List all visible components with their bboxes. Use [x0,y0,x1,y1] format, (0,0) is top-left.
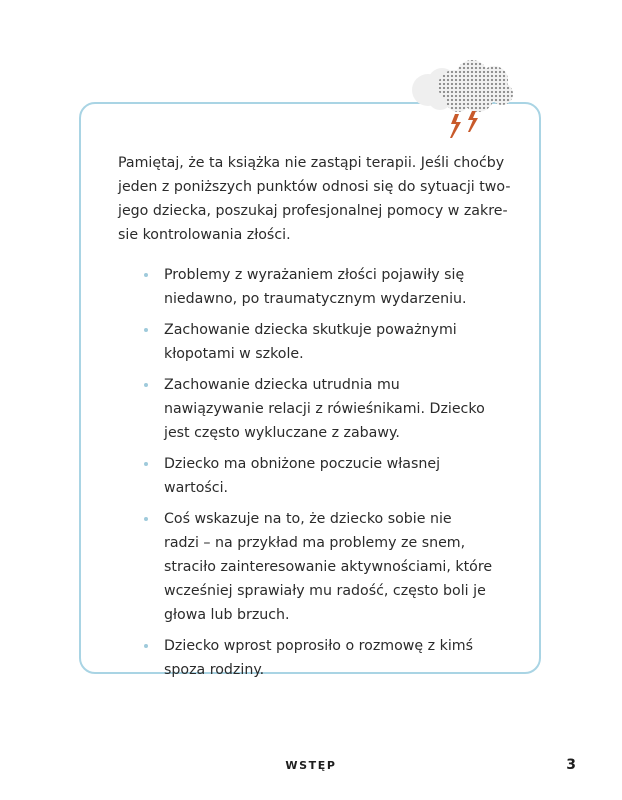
list-item-line: Dziecko wprost poprosiło o rozmowę z kimś [164,638,473,654]
warning-signs-list [118,263,518,689]
list-item-line: straciło zainteresowanie aktywnościami, które [164,559,493,575]
bullet-dot [144,328,148,332]
bullet-dot [144,644,148,648]
list-item-line: wartości. [164,480,229,496]
bullet-dot [144,462,148,466]
bullet-dot [144,273,148,277]
intro-paragraph [118,151,513,247]
list-item-line: Dziecko ma obniżone poczucie własnej [164,456,441,472]
list-item [118,318,518,366]
list-item-line: Zachowanie dziecka skutkuje poważnymi [164,322,457,338]
list-item-line: niedawno, po traumatycznym wydarzeniu. [164,291,467,307]
list-item [118,373,518,445]
list-item-line: nawiązywanie relacji z rówieśnikami. Dziecko [164,401,485,417]
bullet-dot [144,517,148,521]
list-item [118,452,518,500]
lightning-bolt-left [450,114,461,138]
list-item-line: spoza rodziny. [164,662,265,678]
dotted-cloud [438,60,513,112]
list-item-line: kłopotami w szkole. [164,346,304,362]
intro-line: jego dziecka, poszukaj profesjonalnej pomocy w zakre- [118,203,508,219]
storm-cloud-icon [410,58,518,140]
list-item-line: Zachowanie dziecka utrudnia mu [164,377,400,393]
list-item [118,507,518,627]
page-number: 3 [566,757,576,773]
list-item [118,634,518,682]
intro-line: sie kontrolowania złości. [118,227,291,243]
list-item [118,263,518,311]
section-title: WSTĘP [285,759,337,772]
bullet-dot [144,383,148,387]
intro-line: Pamiętaj, że ta książka nie zastąpi terapii. Jeśli choćby [118,155,505,171]
list-item-line: Problemy z wyrażaniem złości pojawiły się [164,267,465,283]
list-item-line: wcześniej sprawiały mu radość, często boli je [164,583,486,599]
list-item-line: radzi – na przykład ma problemy ze snem, [164,535,466,551]
lightning-bolt-right [468,111,478,132]
intro-line: jeden z poniższych punktów odnosi się do sytuacji two- [118,179,511,195]
list-item-line: jest często wykluczane z zabawy. [164,425,400,441]
list-item-line: głowa lub brzuch. [164,607,290,623]
list-item-line: Coś wskazuje na to, że dziecko sobie nie [164,511,452,527]
